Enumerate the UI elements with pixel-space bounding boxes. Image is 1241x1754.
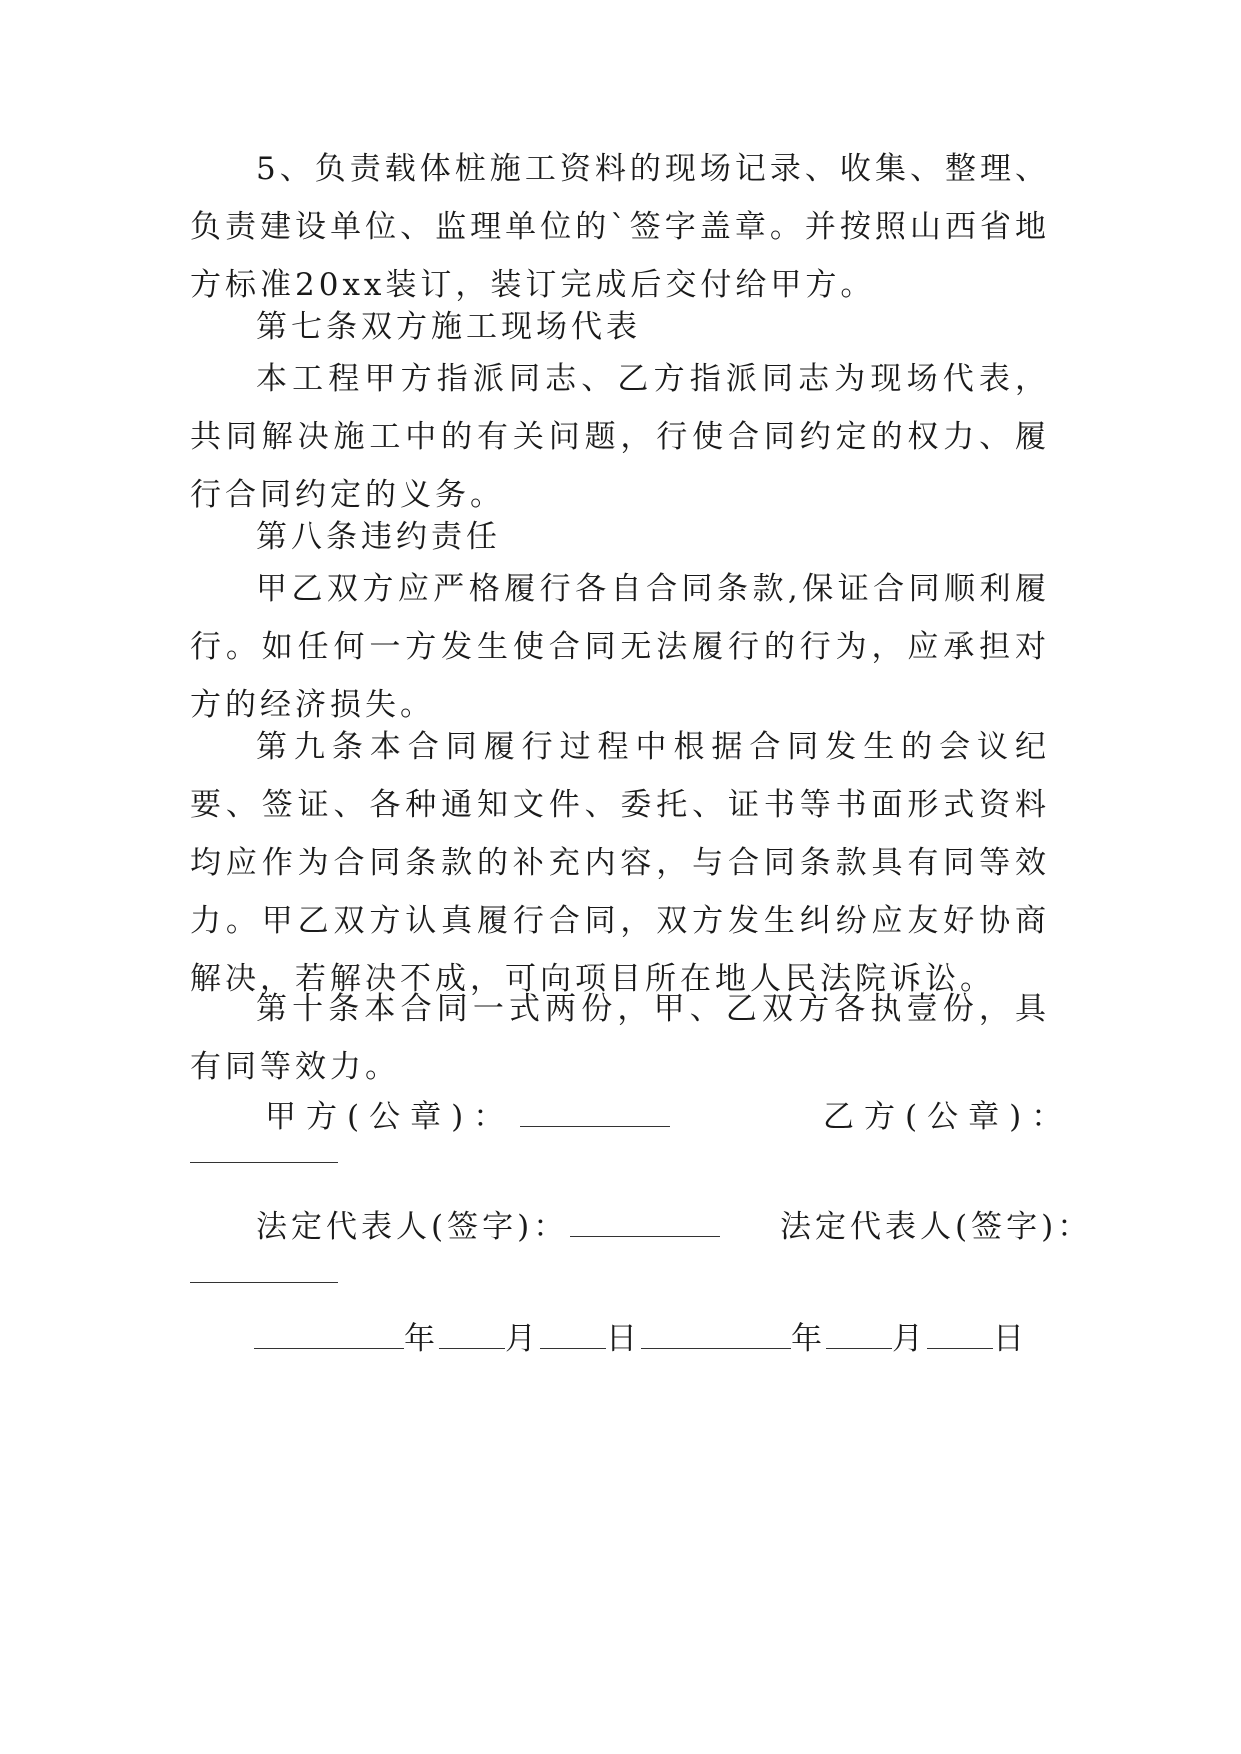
party-b-month-blank — [826, 1314, 892, 1349]
party-b-day-label: 日 — [993, 1321, 1028, 1357]
article-9-body: 第九条本合同履行过程中根据合同发生的会议纪要、签证、各种通知文件、委托、证书等书面形式资料均应作为合同条款的补充内容，与合同条款具有同等效力。甲乙双方认真履行合同，双方发生纠纷应友好协商解决，若解决不成，可向项目所在地人民法院诉讼。 — [190, 729, 1050, 997]
party-a-month-blank — [439, 1314, 505, 1349]
party-b-year-blank — [641, 1314, 791, 1349]
party-a-day-label: 日 — [606, 1321, 641, 1357]
party-a-seal-label: 甲方(公章)： — [265, 1099, 515, 1135]
party-a-rep-line — [256, 1198, 720, 1256]
party-a-month-label: 月 — [505, 1321, 540, 1357]
article-8-body: 甲乙双方应严格履行各自合同条款,保证合同顺利履行。如任何一方发生使合同无法履行的行为，应承担对方的经济损失。 — [190, 571, 1050, 723]
article-10-body: 第十条本合同一式两份，甲、乙双方各执壹份，具有同等效力。 — [190, 991, 1050, 1085]
party-a-year-label: 年 — [404, 1321, 439, 1357]
party-a-year-blank — [254, 1314, 404, 1349]
party-a-seal-blank — [520, 1092, 670, 1127]
party-a-rep-label: 法定代表人(签字)： — [256, 1209, 569, 1245]
party-b-rep-blank — [190, 1281, 338, 1283]
party-b-day-blank — [927, 1314, 993, 1349]
article-7-heading: 第七条双方施工现场代表 — [256, 309, 641, 345]
party-b-seal-blank — [190, 1161, 338, 1163]
party-a-seal-line — [265, 1088, 670, 1146]
article-7-body: 本工程甲方指派同志、乙方指派同志为现场代表，共同解决施工中的有关问题，行使合同约定的权力、履行合同约定的义务。 — [190, 361, 1050, 513]
article-8-heading: 第八条违约责任 — [256, 519, 501, 555]
party-a-day-blank — [540, 1314, 606, 1349]
party-b-rep-label: 法定代表人(签字)： — [780, 1209, 1093, 1245]
party-b-rep-line — [780, 1198, 1092, 1256]
paragraph-item-5: 5、负责载体桩施工资料的现场记录、收集、整理、负责建设单位、监理单位的`签字盖章。并按照山西省地方标准20xx装订，装订完成后交付给甲方。 — [190, 151, 1050, 303]
party-b-month-label: 月 — [892, 1321, 927, 1357]
party-b-year-label: 年 — [791, 1321, 826, 1357]
date-line — [254, 1310, 1028, 1368]
party-b-seal-line — [823, 1088, 1072, 1146]
party-a-rep-blank — [570, 1202, 720, 1237]
party-b-seal-label: 乙方(公章)： — [823, 1099, 1073, 1135]
